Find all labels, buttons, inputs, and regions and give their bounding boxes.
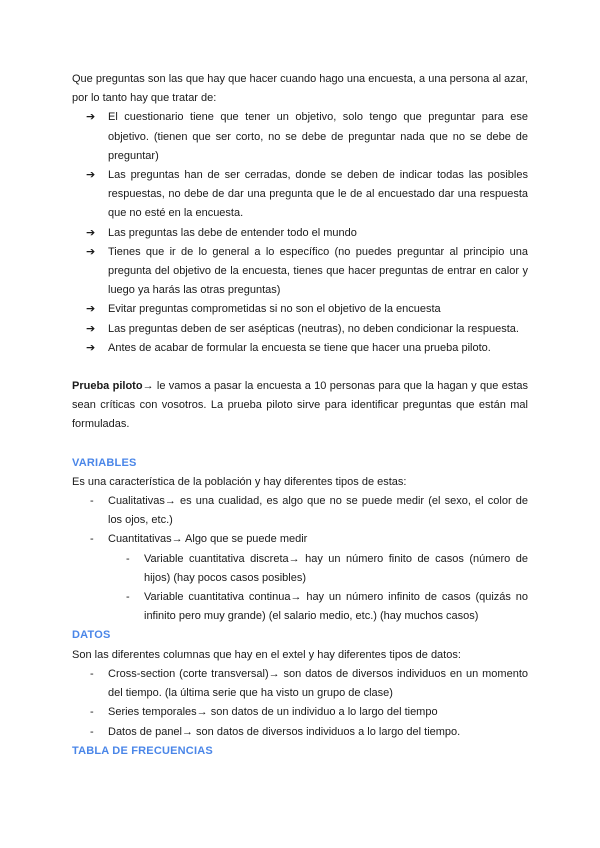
variables-intro: Es una característica de la población y hay diferentes tipos de estas: — [72, 475, 407, 488]
list-item: ➔ Evitar preguntas comprometidas si no son el objetivo de la encuesta — [72, 300, 528, 319]
list-item: - Cualitativas→ es una cualidad, es algo que no se puede medir (el sexo, el color de los ojos, etc.) — [72, 492, 528, 530]
survey-rules-list — [72, 108, 528, 358]
list-item: - Variable cuantitativa continua→ hay un número infinito de casos (quizás no infinito pero muy grande) (el salario medio, etc.) (hay muchos casos) — [108, 588, 528, 626]
list-item: - Series temporales→ son datos de un individuo a lo largo del tiempo — [72, 703, 528, 722]
arrow-icon: ➔ — [86, 226, 96, 239]
arrow-icon: ➔ — [86, 303, 96, 316]
datos-heading: DATOS — [72, 629, 111, 642]
dash-bullet: - — [90, 533, 94, 546]
list-item: ➔ El cuestionario tiene que tener un objetivo, solo tengo que preguntar para ese objetivo. (tienen que ser corto, no se debe de preguntar nada que no se debe de preguntar) — [72, 108, 528, 166]
dash-bullet: - — [90, 706, 94, 719]
intro-paragraph: Que preguntas son las que hay que hacer cuando hago una encuesta, a una persona al azar, por lo tanto hay que tratar de: — [72, 73, 528, 105]
list-item: ➔ Tienes que ir de lo general a lo específico (no puedes preguntar al principio una pregunta del objetivo de la encuesta, tienes que hacer preguntas de entrar en calor y luego ya harás las otras preguntas) — [72, 243, 528, 301]
list-item: ➔ Antes de acabar de formular la encuesta se tiene que hacer una prueba piloto. — [72, 339, 528, 358]
list-item: ➔ Las preguntas han de ser cerradas, donde se deben de indicar todas las posibles respuestas, no debe de dar una pregunta que le de al encuestado dar una respuesta que no esté en la encuesta. — [72, 166, 528, 224]
dash-bullet: - — [90, 667, 94, 680]
list-item: - Variable cuantitativa discreta→ hay un número finito de casos (número de hijos) (hay pocos casos posibles) — [108, 550, 528, 588]
list-item: ➔ Las preguntas deben de ser asépticas (neutras), no deben condicionar la respuesta. — [72, 320, 528, 339]
list-item: - Cross-section (corte transversal)→ son datos de diversos individuos en un momento del tiempo. (la última serie que ha visto un grupo de clase) — [72, 665, 528, 703]
arrow-icon: ➔ — [86, 245, 96, 258]
dash-bullet: - — [126, 552, 130, 565]
variables-heading: VARIABLES — [72, 456, 137, 469]
list-item: ➔ Las preguntas las debe de entender todo el mundo — [72, 224, 528, 243]
datos-list — [72, 665, 528, 742]
dash-bullet: - — [90, 495, 94, 508]
list-item: - Datos de panel→ son datos de diversos individuos a lo largo del tiempo. — [72, 723, 528, 742]
list-item: - Cuantitativas→ Algo que se puede medir - Variable cuantitativa discreta→ hay un número finito de casos (número de hijos) (hay pocos casos posibles) - Variable cuantitativa continua→ hay un número infinito de casos (quizás no infinito pero muy grande) (el salario medio, etc.) (hay muchos casos) — [72, 530, 528, 626]
prueba-piloto-paragraph — [72, 377, 528, 435]
dash-bullet: - — [90, 725, 94, 738]
arrow-icon: ➔ — [86, 111, 96, 124]
arrow-icon: ➔ — [86, 169, 96, 182]
cuantitativas-sublist — [108, 550, 528, 627]
arrow-icon: ➔ — [86, 341, 96, 354]
arrow-icon: ➔ — [86, 322, 96, 335]
prueba-piloto-text: → le vamos a pasar la encuesta a 10 personas para que la hagan y que estas sean críticas con vosotros. La prueba piloto sirve para identificar preguntas que están mal formuladas. — [72, 380, 528, 431]
datos-intro: Son las diferentes columnas que hay en el extel y hay diferentes tipos de datos: — [72, 648, 461, 661]
variables-list — [72, 492, 528, 626]
prueba-piloto-term: Prueba piloto — [72, 380, 143, 393]
tabla-frecuencias-heading: TABLA DE FRECUENCIAS — [72, 744, 213, 757]
dash-bullet: - — [126, 591, 130, 604]
document-page — [72, 70, 528, 761]
